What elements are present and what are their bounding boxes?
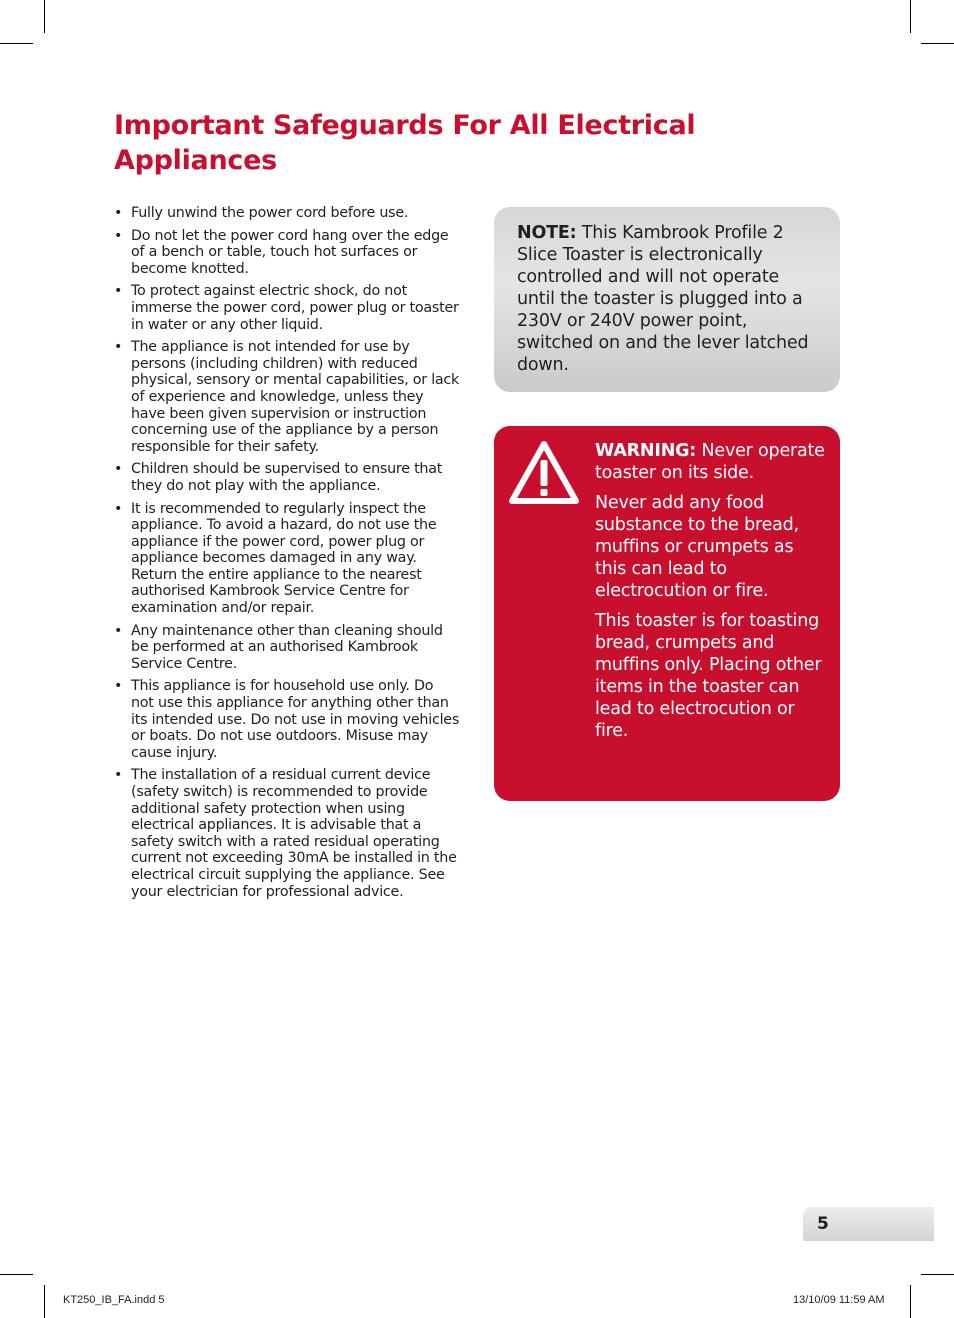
page-number-tab: [803, 1207, 934, 1241]
bullet-icon: •: [114, 461, 123, 478]
warning-triangle-icon: [508, 440, 580, 506]
list-item: • This appliance is for household use only. Do not use this appliance for anything other than its intended use. Do not use in moving vehicles or boats. Do not use outdoors. Misuse may cause injury.: [114, 678, 460, 761]
bullet-icon: •: [114, 500, 123, 517]
bullet-icon: •: [114, 205, 123, 221]
bullet-icon: •: [114, 622, 123, 639]
bullet-icon: •: [114, 678, 123, 695]
bullet-icon: •: [114, 227, 123, 244]
warning-text: [595, 440, 827, 750]
crop-mark: [44, 1285, 45, 1318]
warning-label: WARNING:: [595, 441, 697, 461]
note-box: [494, 207, 840, 392]
crop-mark: [44, 0, 45, 33]
bullet-icon: •: [114, 339, 123, 356]
crop-mark: [921, 43, 954, 44]
bullet-icon: •: [114, 283, 123, 300]
list-item: • Fully unwind the power cord before use.: [114, 205, 409, 221]
bullet-icon: •: [114, 767, 123, 784]
list-item: • Do not let the power cord hang over the edge of a bench or table, touch hot surfaces or become knotted.: [114, 227, 449, 277]
crop-mark: [921, 1274, 954, 1275]
crop-mark: [910, 1285, 911, 1318]
page-title: Important Safeguards For All Electrical Appliances: [114, 110, 696, 176]
warning-box: [494, 426, 840, 801]
safeguards-list: [114, 205, 460, 906]
list-item: • The installation of a residual current device (safety switch) is recommended to provide additional safety protection when using electrical appliances. It is advisable that a safety switch with a rated residual operating current not exceeding 30mA be installed in the electrical circuit supplying the appliance. See your electrician for professional advice.: [114, 767, 457, 900]
list-item: • Children should be supervised to ensure that they do not play with the appliance.: [114, 461, 443, 494]
note-label: NOTE:: [517, 223, 577, 243]
crop-mark: [910, 0, 911, 33]
list-item: • The appliance is not intended for use by persons (including children) with reduced physical, sensory or mental capabilities, or lack of experience and knowledge, unless they have been given supervision or instruction concerning use of the appliance by a person responsible for their safety.: [114, 339, 460, 455]
list-item: • Any maintenance other than cleaning should be performed at an authorised Kambrook Service Centre.: [114, 622, 443, 672]
warning-paragraph: WARNING: Never operate toaster on its side.: [595, 441, 825, 483]
warning-paragraph: This toaster is for toasting bread, crumpets and muffins only. Placing other items in the toaster can lead to electrocution or fire.: [595, 611, 822, 741]
list-item: • It is recommended to regularly inspect the appliance. To avoid a hazard, do not use the appliance if the power cord, power plug or appliance becomes damaged in any way. Return the entire appliance to the nearest authorised Kambrook Service Centre for examination and/or repair.: [114, 500, 437, 617]
note-text: This Kambrook Profile 2 Slice Toaster is electronically controlled and will not operate until the toaster is plugged into a 230V or 240V power point, switched on and the lever latched down.: [517, 223, 809, 375]
crop-mark: [0, 1274, 33, 1275]
footer-timestamp: 13/10/09 11:59 AM: [793, 1294, 885, 1306]
crop-mark: [0, 43, 33, 44]
list-item: • To protect against electric shock, do not immerse the power cord, power plug or toaster in water or any other liquid.: [114, 283, 459, 333]
warning-paragraph: Never add any food substance to the bread, muffins or crumpets as this can lead to electrocution or fire.: [595, 493, 799, 601]
footer-file-name: KT250_IB_FA.indd 5: [63, 1294, 165, 1306]
page-number: 5: [817, 1214, 829, 1234]
